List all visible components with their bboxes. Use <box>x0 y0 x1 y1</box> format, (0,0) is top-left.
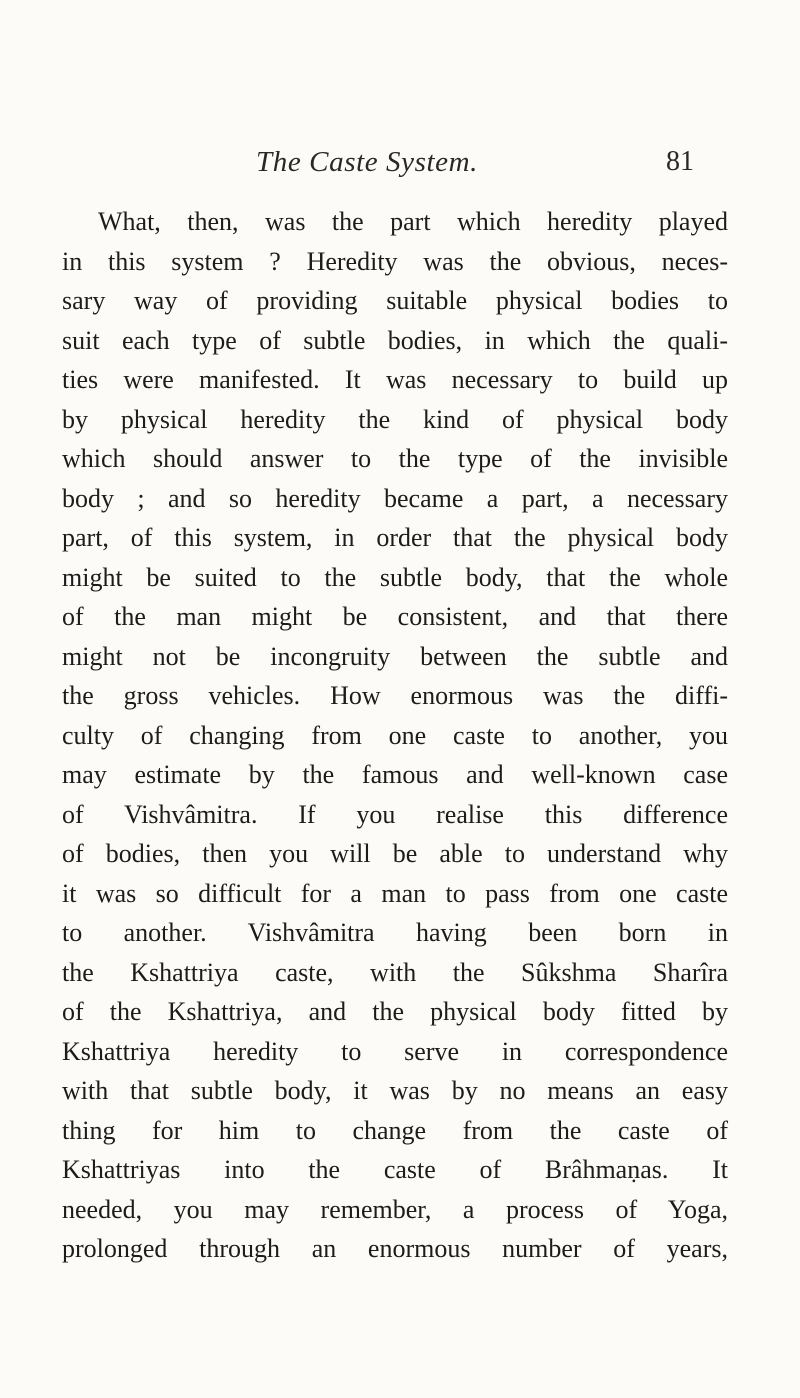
text-line: suit each type of subtle bodies, in which the quali- <box>62 325 728 355</box>
body-paragraph <box>62 202 728 1269</box>
text-line: to another. Vishvâmitra having been born in <box>62 918 728 947</box>
page-number: 81 <box>666 146 694 177</box>
text-line: sary way of providing suitable physical bodies to <box>62 286 728 315</box>
text-line: ties were manifested. It was necessary to build up <box>62 365 728 394</box>
text-line: prolonged through an enormous number of years, <box>62 1234 728 1263</box>
text-line: in this system ? Heredity was the obvious, neces- <box>62 246 728 276</box>
text-line: part, of this system, in order that the physical body <box>62 523 728 552</box>
text-line: of the Kshattriya, and the physical body fitted by <box>62 997 728 1026</box>
text-line: of the man might be consistent, and that there <box>62 602 728 631</box>
text-line: might not be incongruity between the subtle and <box>62 641 728 671</box>
text-line: by physical heredity the kind of physical body <box>62 404 728 434</box>
text-line: the Kshattriya caste, with the Sûkshma Sharîra <box>62 957 728 987</box>
text-line: which should answer to the type of the invisible <box>62 444 728 473</box>
text-line: may estimate by the famous and well-known case <box>62 760 728 789</box>
text-line: the gross vehicles. How enormous was the diffi- <box>62 681 728 710</box>
text-line: Kshattriya heredity to serve in correspondence <box>62 1036 728 1066</box>
running-title: The Caste System. <box>256 146 479 178</box>
text-line: of bodies, then you will be able to understand why <box>62 839 728 868</box>
text-line: it was so difficult for a man to pass from one caste <box>62 878 728 908</box>
text-line: culty of changing from one caste to another, you <box>62 720 728 750</box>
text-line: thing for him to change from the caste of <box>62 1115 728 1145</box>
text-line: of Vishvâmitra. If you realise this difference <box>62 799 728 829</box>
running-head <box>0 146 800 186</box>
text-line: What, then, was the part which heredity played <box>98 207 728 236</box>
text-line: body ; and so heredity became a part, a necessary <box>62 483 728 513</box>
text-line: might be suited to the subtle body, that the whole <box>62 562 728 592</box>
text-line: with that subtle body, it was by no means an easy <box>62 1076 728 1105</box>
text-line: Kshattriyas into the caste of Brâhmaṇas. It <box>62 1155 728 1184</box>
text-line: needed, you may remember, a process of Yoga, <box>62 1194 728 1224</box>
